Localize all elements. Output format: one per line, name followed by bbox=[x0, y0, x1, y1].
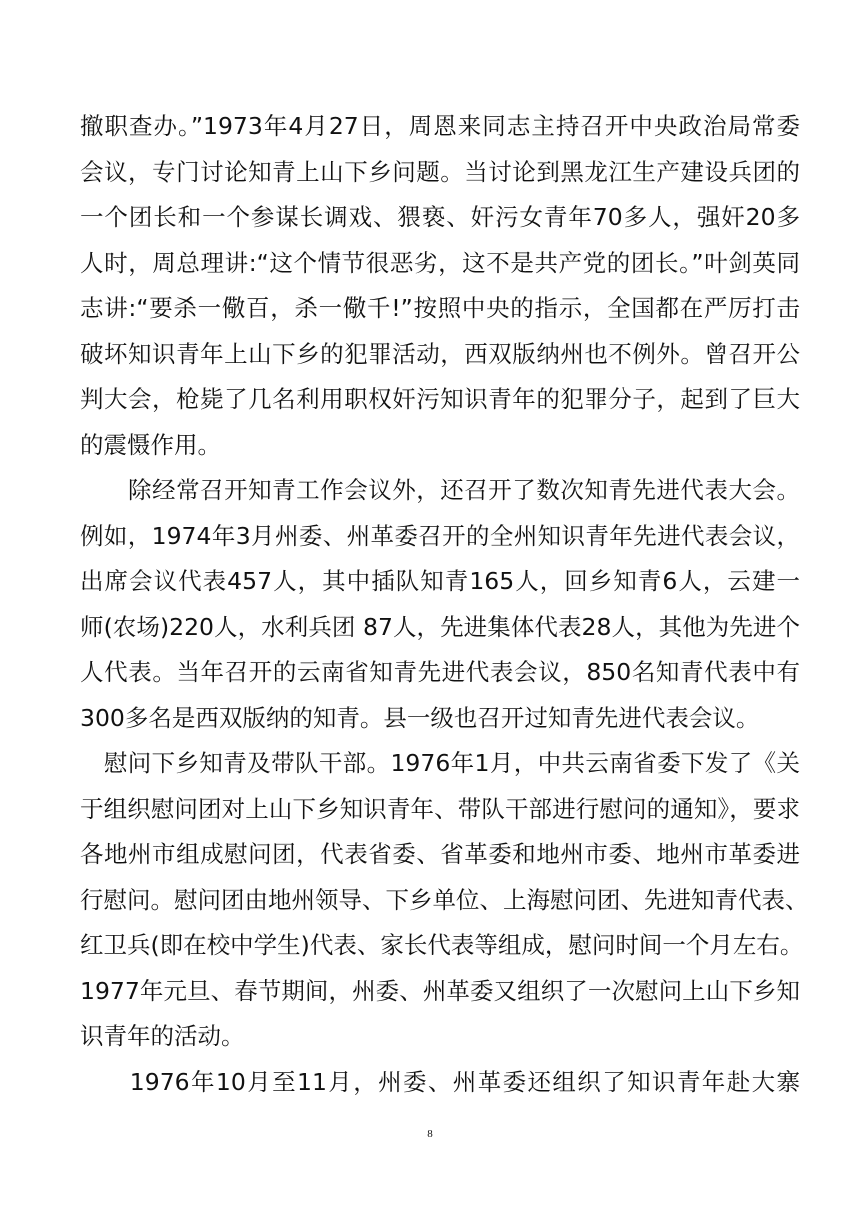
text-line: 出席会议代表457人，其中插队知青165人，回乡知青6人，云建一 bbox=[80, 567, 800, 595]
text-line: 识青年的活动。 bbox=[80, 1022, 245, 1050]
text-line: 破坏知识青年上山下乡的犯罪活动，西双版纳州也不例外。曾召开公 bbox=[80, 339, 800, 368]
text-line: 于组织慰问团对上山下乡知识青年、带队干部进行慰问的通知》，要求 bbox=[80, 794, 800, 823]
text-line: 1977年元旦、春节期间，州委、州革委又组织了一次慰问上山下乡知 bbox=[80, 976, 800, 1005]
text-line: 例如，1974年3月州委、州革委召开的全州知识青年先进代表会议， bbox=[80, 521, 800, 550]
text-line: 撤职查办。”1973年4月27日，周恩来同志主持召开中央政治局常委 bbox=[80, 112, 800, 140]
text-line: 行慰问。慰问团由地州领导、下乡单位、上海慰问团、先进知青代表、 bbox=[80, 885, 809, 914]
text-line: 师(农场)220人，水利兵团 87人，先进集体代表28人，其他为先进个 bbox=[80, 612, 800, 641]
text-line: 300多名是西双版纳的知青。县一级也召开过知青先进代表会议。 bbox=[80, 703, 760, 732]
text-line: 1976年10月至11月，州委、州革委还组织了知识青年赴大寨 bbox=[80, 1067, 800, 1096]
text-line: 会议，专门讨论知青上山下乡问题。当讨论到黑龙江生产建设兵团的 bbox=[80, 157, 800, 186]
text-line: 慰问下乡知青及带队干部。1976年1月，中共云南省委下发了《关 bbox=[80, 749, 800, 777]
text-line: 一个团长和一个参谋长调戏、猥亵、奸污女青年70多人，强奸20多 bbox=[80, 203, 800, 231]
text-line: 红卫兵(即在校中学生)代表、家长代表等组成，慰问时间一个月左右。 bbox=[80, 931, 804, 959]
text-line: 的震慑作用。 bbox=[80, 430, 221, 459]
text-line: 志讲:“要杀一儆百，杀一儆千!”按照中央的指示，全国都在严厉打击 bbox=[80, 294, 800, 322]
text-line: 判大会，枪毙了几名利用职权奸污知识青年的犯罪分子，起到了巨大 bbox=[80, 385, 800, 413]
text-line: 人时，周总理讲:“这个情节很恶劣，这不是共产党的团长。”叶剑英同 bbox=[80, 248, 800, 277]
text-line: 人代表。当年召开的云南省知青先进代表会议，850名知青代表中有 bbox=[80, 658, 800, 686]
text-line: 各地州市组成慰问团，代表省委、省革委和地州市委、地州市革委进 bbox=[80, 840, 800, 868]
body-text bbox=[80, 104, 809, 1105]
page-number: 8 bbox=[427, 1128, 433, 1140]
text-line: 除经常召开知青工作会议外，还召开了数次知青先进代表大会。 bbox=[80, 476, 800, 504]
